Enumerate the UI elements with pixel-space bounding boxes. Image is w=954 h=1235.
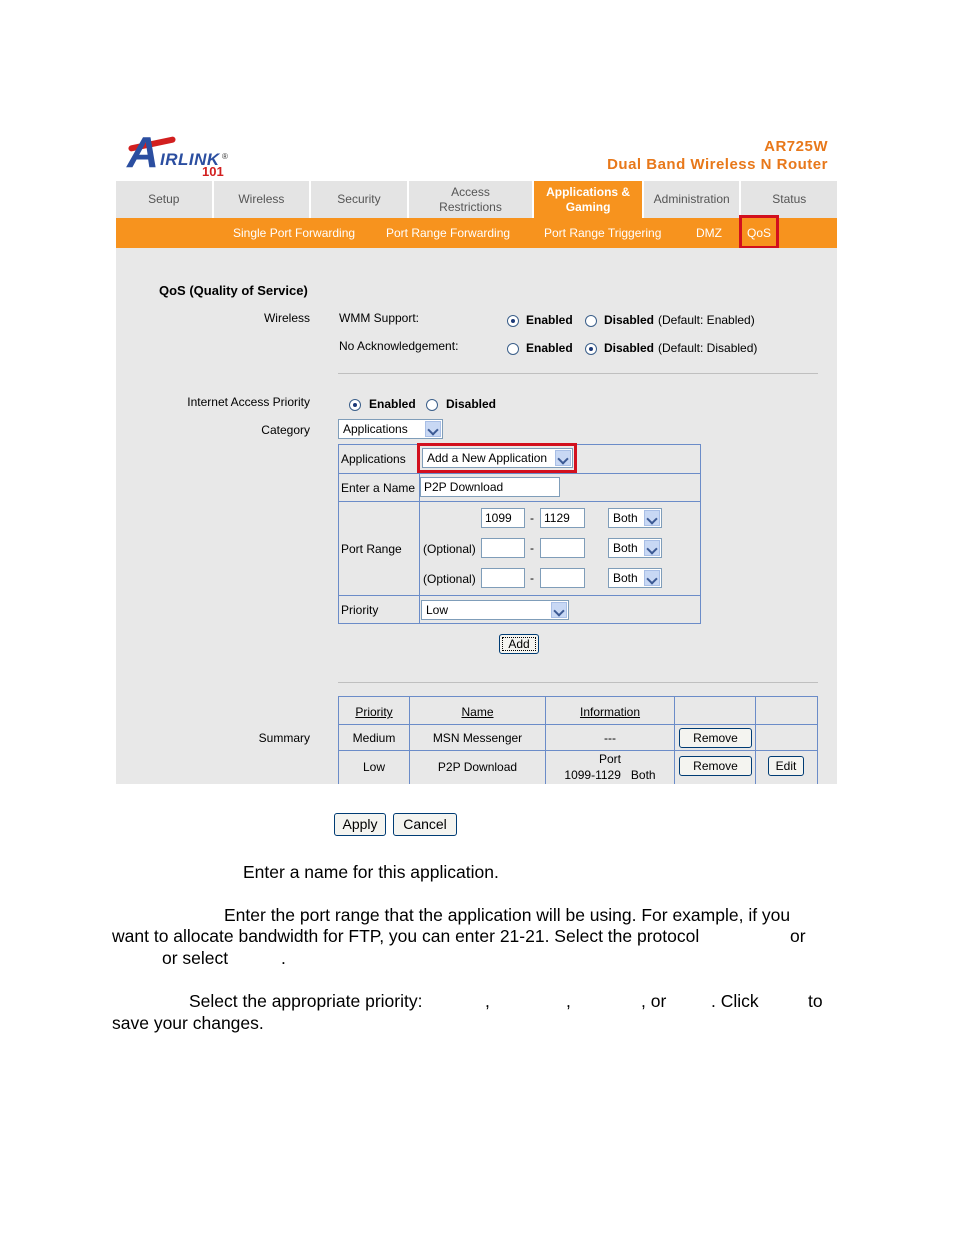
wmm-disabled-radio[interactable] (585, 315, 597, 327)
doc-paragraph-2-line-3b: . (281, 948, 286, 968)
port-to-3[interactable] (540, 568, 585, 588)
chevron-down-icon (551, 602, 567, 618)
form-row-divider-1 (338, 473, 701, 474)
summary-col-divider-3 (674, 696, 675, 784)
section-title: QoS (Quality of Service) (159, 283, 308, 298)
summary-label: Summary (258, 731, 310, 745)
subnav-single-port-forwarding[interactable]: Single Port Forwarding (233, 226, 356, 240)
protocol-select-2[interactable] (608, 538, 662, 558)
doc-paragraph-3-comma-1: , (485, 991, 490, 1011)
row1-remove-button[interactable]: Remove (679, 728, 752, 748)
summary-col-divider-4 (755, 696, 756, 784)
doc-paragraph-3-line-2: save your changes. (112, 1013, 264, 1033)
summary-row-divider-2 (338, 750, 818, 751)
form-row-divider-3 (338, 595, 701, 596)
row2-information-line1: Port (598, 752, 621, 766)
row2-information-line2: 1099-1129 Both (564, 768, 656, 782)
wmm-default-note: (Default: Enabled) (658, 313, 755, 327)
row2-priority: Low (362, 760, 385, 774)
tab-status[interactable]: Status (741, 181, 837, 218)
col-header-priority[interactable]: Priority (355, 705, 393, 719)
wmm-support-label: WMM Support: (339, 311, 420, 325)
optional-label-2: (Optional) (423, 542, 476, 556)
optional-label-3: (Optional) (423, 572, 476, 586)
subnav-qos[interactable]: QoS (747, 226, 772, 240)
category-label: Category (261, 423, 310, 437)
iap-enabled-label: Enabled (369, 397, 416, 411)
noack-enabled-label: Enabled (526, 341, 573, 355)
subnav-dmz[interactable]: DMZ (696, 226, 722, 240)
row2-remove-button[interactable]: Remove (679, 756, 752, 776)
divider-2 (338, 682, 818, 683)
protocol-select-1-value: Both (613, 511, 638, 525)
logo-registered-mark: ® (222, 152, 228, 161)
applications-select[interactable] (422, 448, 573, 468)
noack-enabled-radio[interactable] (507, 343, 519, 355)
row2-name: P2P Download (437, 760, 518, 774)
tab-wireless[interactable]: Wireless (214, 181, 312, 218)
product-name: Dual Band Wireless N Router (607, 156, 828, 173)
chevron-down-icon (425, 421, 441, 437)
port-dash-3: - (530, 571, 534, 585)
qos-panel (116, 248, 837, 784)
logo-a: A (127, 128, 159, 177)
add-button[interactable]: Add (499, 634, 539, 654)
protocol-select-3[interactable] (608, 568, 662, 588)
iap-label: Internet Access Priority (187, 395, 310, 409)
col-header-name[interactable]: Name (461, 705, 494, 719)
applications-select-value: Add a New Application (427, 451, 548, 465)
category-select[interactable] (338, 419, 443, 439)
tab-access-restrictions[interactable]: Access Restrictions (409, 181, 535, 218)
doc-paragraph-3-click: . Click (711, 991, 759, 1011)
chevron-down-icon (644, 540, 660, 556)
noack-default-note: (Default: Disabled) (658, 341, 758, 355)
chevron-down-icon (644, 510, 660, 526)
subnav-port-range-forwarding[interactable]: Port Range Forwarding (386, 226, 511, 240)
protocol-select-2-value: Both (613, 541, 638, 555)
main-tabs (116, 181, 837, 218)
chevron-down-icon (555, 450, 571, 466)
protocol-select-1[interactable] (608, 508, 662, 528)
applications-label: Applications (341, 452, 406, 466)
wmm-disabled-label: Disabled (604, 313, 655, 327)
port-range-label: Port Range (341, 542, 402, 556)
tab-administration[interactable]: Administration (644, 181, 742, 218)
port-dash-2: - (530, 541, 534, 555)
application-name-input[interactable]: P2P Download (420, 477, 560, 497)
noack-disabled-radio[interactable] (585, 343, 597, 355)
doc-paragraph-2-line-3a: or select (162, 948, 229, 968)
row1-information: --- (604, 731, 616, 745)
port-from-3[interactable] (481, 568, 525, 588)
doc-paragraph-1: Enter a name for this application. (243, 862, 499, 882)
tab-setup[interactable]: Setup (116, 181, 214, 218)
category-select-value: Applications (343, 422, 408, 436)
port-dash-1: - (530, 511, 534, 525)
col-header-information[interactable]: Information (579, 705, 641, 719)
doc-paragraph-3-intro: Select the appropriate priority: (189, 991, 423, 1011)
row1-name: MSN Messenger (432, 731, 523, 745)
wmm-enabled-label: Enabled (526, 313, 573, 327)
noack-disabled-label: Disabled (604, 341, 655, 355)
wmm-enabled-radio[interactable] (507, 315, 519, 327)
model-name: AR725W (764, 138, 828, 155)
row2-edit-button[interactable]: Edit (768, 756, 804, 776)
wireless-label: Wireless (263, 311, 310, 325)
doc-paragraph-2-line-2a: want to allocate bandwidth for FTP, you can enter 21-21. Select the protocol (112, 926, 700, 946)
port-to-2[interactable] (540, 538, 585, 558)
tab-applications-gaming[interactable]: Applications & Gaming (534, 181, 644, 218)
logo-text: IRLINK (160, 150, 220, 169)
logo-101: 101 (202, 164, 224, 179)
chevron-down-icon (644, 570, 660, 586)
iap-disabled-radio[interactable] (426, 399, 438, 411)
port-from-2[interactable] (481, 538, 525, 558)
iap-enabled-radio[interactable] (349, 399, 361, 411)
port-from-1[interactable]: 1099 (481, 508, 525, 528)
priority-select[interactable] (421, 600, 569, 620)
enter-name-label: Enter a Name (341, 481, 416, 495)
priority-label: Priority (341, 603, 379, 617)
doc-paragraph-3-or: , or (641, 991, 667, 1011)
summary-row-divider-1 (338, 724, 818, 725)
row1-priority: Medium (352, 731, 396, 745)
doc-paragraph-2-line-1: Enter the port range that the application will be using. For example, if you (224, 905, 791, 925)
iap-disabled-label: Disabled (446, 397, 497, 411)
tab-security[interactable]: Security (311, 181, 409, 218)
form-row-divider-2 (338, 501, 701, 502)
doc-paragraph-3-to: to (808, 991, 823, 1011)
priority-select-value: Low (426, 603, 449, 617)
doc-paragraph-2-line-2b: or (790, 926, 806, 946)
doc-paragraph-3-comma-2: , (566, 991, 571, 1011)
protocol-select-3-value: Both (613, 571, 638, 585)
sub-navigation (116, 218, 837, 248)
apply-button[interactable]: Apply (334, 813, 386, 836)
divider-1 (338, 373, 818, 374)
subnav-port-range-triggering[interactable]: Port Range Triggering (544, 226, 662, 240)
qos-highlight-box (739, 215, 779, 249)
no-ack-label: No Acknowledgement: (339, 339, 459, 353)
cancel-button[interactable]: Cancel (393, 813, 457, 836)
port-to-1[interactable]: 1129 (540, 508, 585, 528)
